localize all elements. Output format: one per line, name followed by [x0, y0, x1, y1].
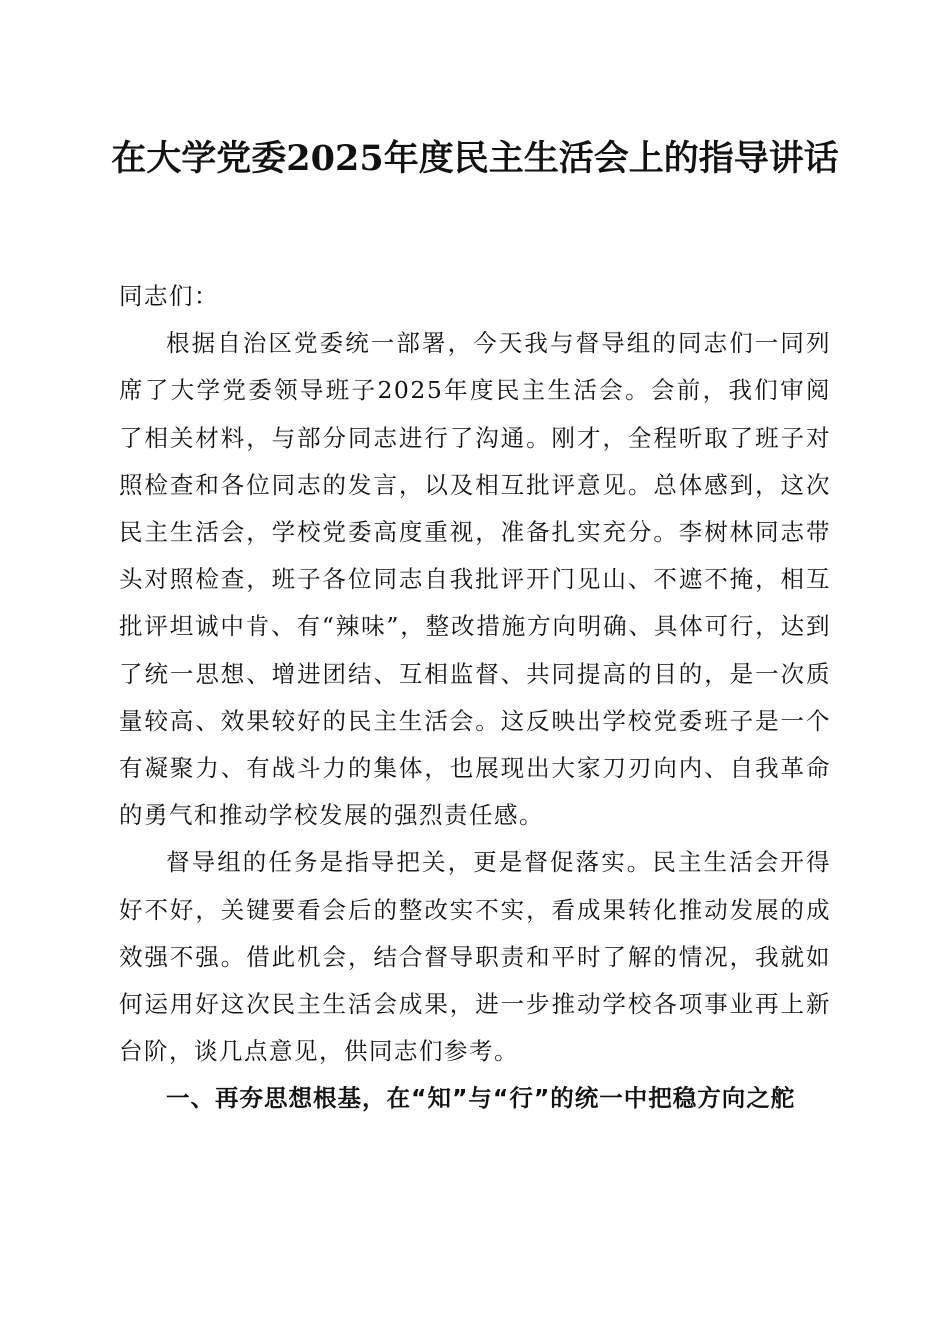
section-heading-one: 一、再夯思想根基，在“知”与“行”的统一中把稳方向之舵	[166, 1084, 796, 1113]
salutation: 同志们：	[119, 282, 219, 310]
document-body	[119, 273, 831, 1123]
paragraph-intro: 根据自治区党委统一部署，今天我与督导组的同志们一同列席了大学党委领导班子2025年度民主生活会。会前，我们审阅了相关材料，与部分同志进行了沟通。刚才，全程听取了班子对照检查和各位同志的发言，以及相互批评意见。总体感到，这次民主生活会，学校党委高度重视，准备扎实充分。李树林同志带头对照检查，班子各位同志自我批评开门见山、不遮不掩，相互批评坦诚中肯、有“辣味”，整改措施方向明确、具体可行，达到了统一思想、增进团结、互相监督、共同提高的目的，是一次质量较高、效果较好的民主生活会。这反映出学校党委班子是一个有凝聚力、有战斗力的集体，也展现出大家刀刃向内、自我革命的勇气和推动学校发展的强烈责任感。	[119, 329, 831, 830]
document-title: 在大学党委2025年度民主生活会上的指导讲话	[111, 138, 839, 179]
paragraph-purpose: 督导组的任务是指导把关，更是督促落实。民主生活会开得好不好，关键要看会后的整改实不实，看成果转化推动发展的成效强不强。借此机会，结合督导职责和平时了解的情况，我就如何运用好这次民主生活会成果，进一步推动学校各项事业再上新台阶，谈几点意见，供同志们参考。	[119, 848, 831, 1066]
